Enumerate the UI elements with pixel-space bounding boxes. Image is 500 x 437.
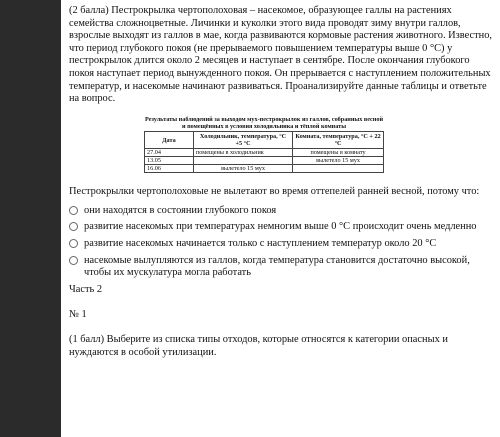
radio-icon[interactable] <box>69 222 78 231</box>
table-cell: 27.04 <box>145 149 194 157</box>
table-cell: помещены в комнату <box>293 149 384 157</box>
document-content <box>69 5 494 359</box>
radio-icon[interactable] <box>69 239 78 248</box>
option-label: развитие насекомых начинается только с наступлением температур около 20 °С <box>84 237 437 249</box>
answer-option-4[interactable] <box>69 255 494 280</box>
table-header-row <box>145 132 384 149</box>
table-cell <box>293 165 384 173</box>
header-date: Дата <box>145 132 194 149</box>
option-label: развитие насекомых при температурах немногим выше 0 °С происходит очень медленно <box>84 221 477 233</box>
table-cell: вылетело 15 мух <box>194 165 293 173</box>
observation-table-block <box>144 116 384 173</box>
answer-option-3[interactable] <box>69 238 494 251</box>
radio-icon[interactable] <box>69 256 78 265</box>
document-page <box>61 0 500 437</box>
task-number: № 1 <box>69 309 87 321</box>
option-label: насекомые вылупляются из галлов, когда температура становится достаточно высокой, чтобы их мускулатура могла работать <box>84 254 470 279</box>
table-row <box>145 149 384 157</box>
table-cell: вылетело 15 мух <box>293 157 384 165</box>
radio-icon[interactable] <box>69 206 78 215</box>
table-cell <box>194 157 293 165</box>
header-room: Комната, температура, °С + 22 °С <box>293 132 384 149</box>
table-row <box>145 165 384 173</box>
part-label: Часть 2 <box>69 283 103 295</box>
intro-paragraph: (2 балла) Пестрокрылка чертополоховая – насекомое, образующее галлы на растениях семейства сложноцветные. Личинки и куколки этого вида проводят зиму внутри галлов, взрослые выходят из галлов в мае, когда развиваются кормовые растения животного. Известно, что период глубокого покоя (не прерываемого повышением температуры выше 0 °С) у пестрокрылок длится около 2 месяцев и наступает в сентябре. После окончания глубокого покоя наступает период вынужденного покоя. Он прерывается с наступлением положительных температур, и насекомые начинают развиваться. Проанализируйте данные таблицы и ответьте на вопрос. <box>69 5 492 105</box>
table-cell: 13.05 <box>145 157 194 165</box>
answer-option-2[interactable] <box>69 221 494 234</box>
table-caption: Результаты наблюдений за выходом мух-пестрокрылок из галлов, собранных весной и помещённых в условия холодильника и тёплой комнаты <box>144 115 384 130</box>
table-row <box>145 157 384 165</box>
task-text: (1 балл) Выберите из списка типы отходов, которые относятся к категории опасных и нуждаются в особой утилизации. <box>69 333 448 358</box>
observation-table <box>144 131 384 173</box>
question-text: Пестрокрылки чертополоховые не вылетают во время оттепелей ранней весной, потому что: <box>69 186 480 198</box>
header-fridge: Холодильник, температура, °С +5 °С <box>194 132 293 149</box>
table-cell: 16.06 <box>145 165 194 173</box>
table-cell: помещены в холодильник <box>194 149 293 157</box>
answer-option-1[interactable] <box>69 205 494 218</box>
option-label: они находятся в состоянии глубокого покоя <box>84 204 277 216</box>
